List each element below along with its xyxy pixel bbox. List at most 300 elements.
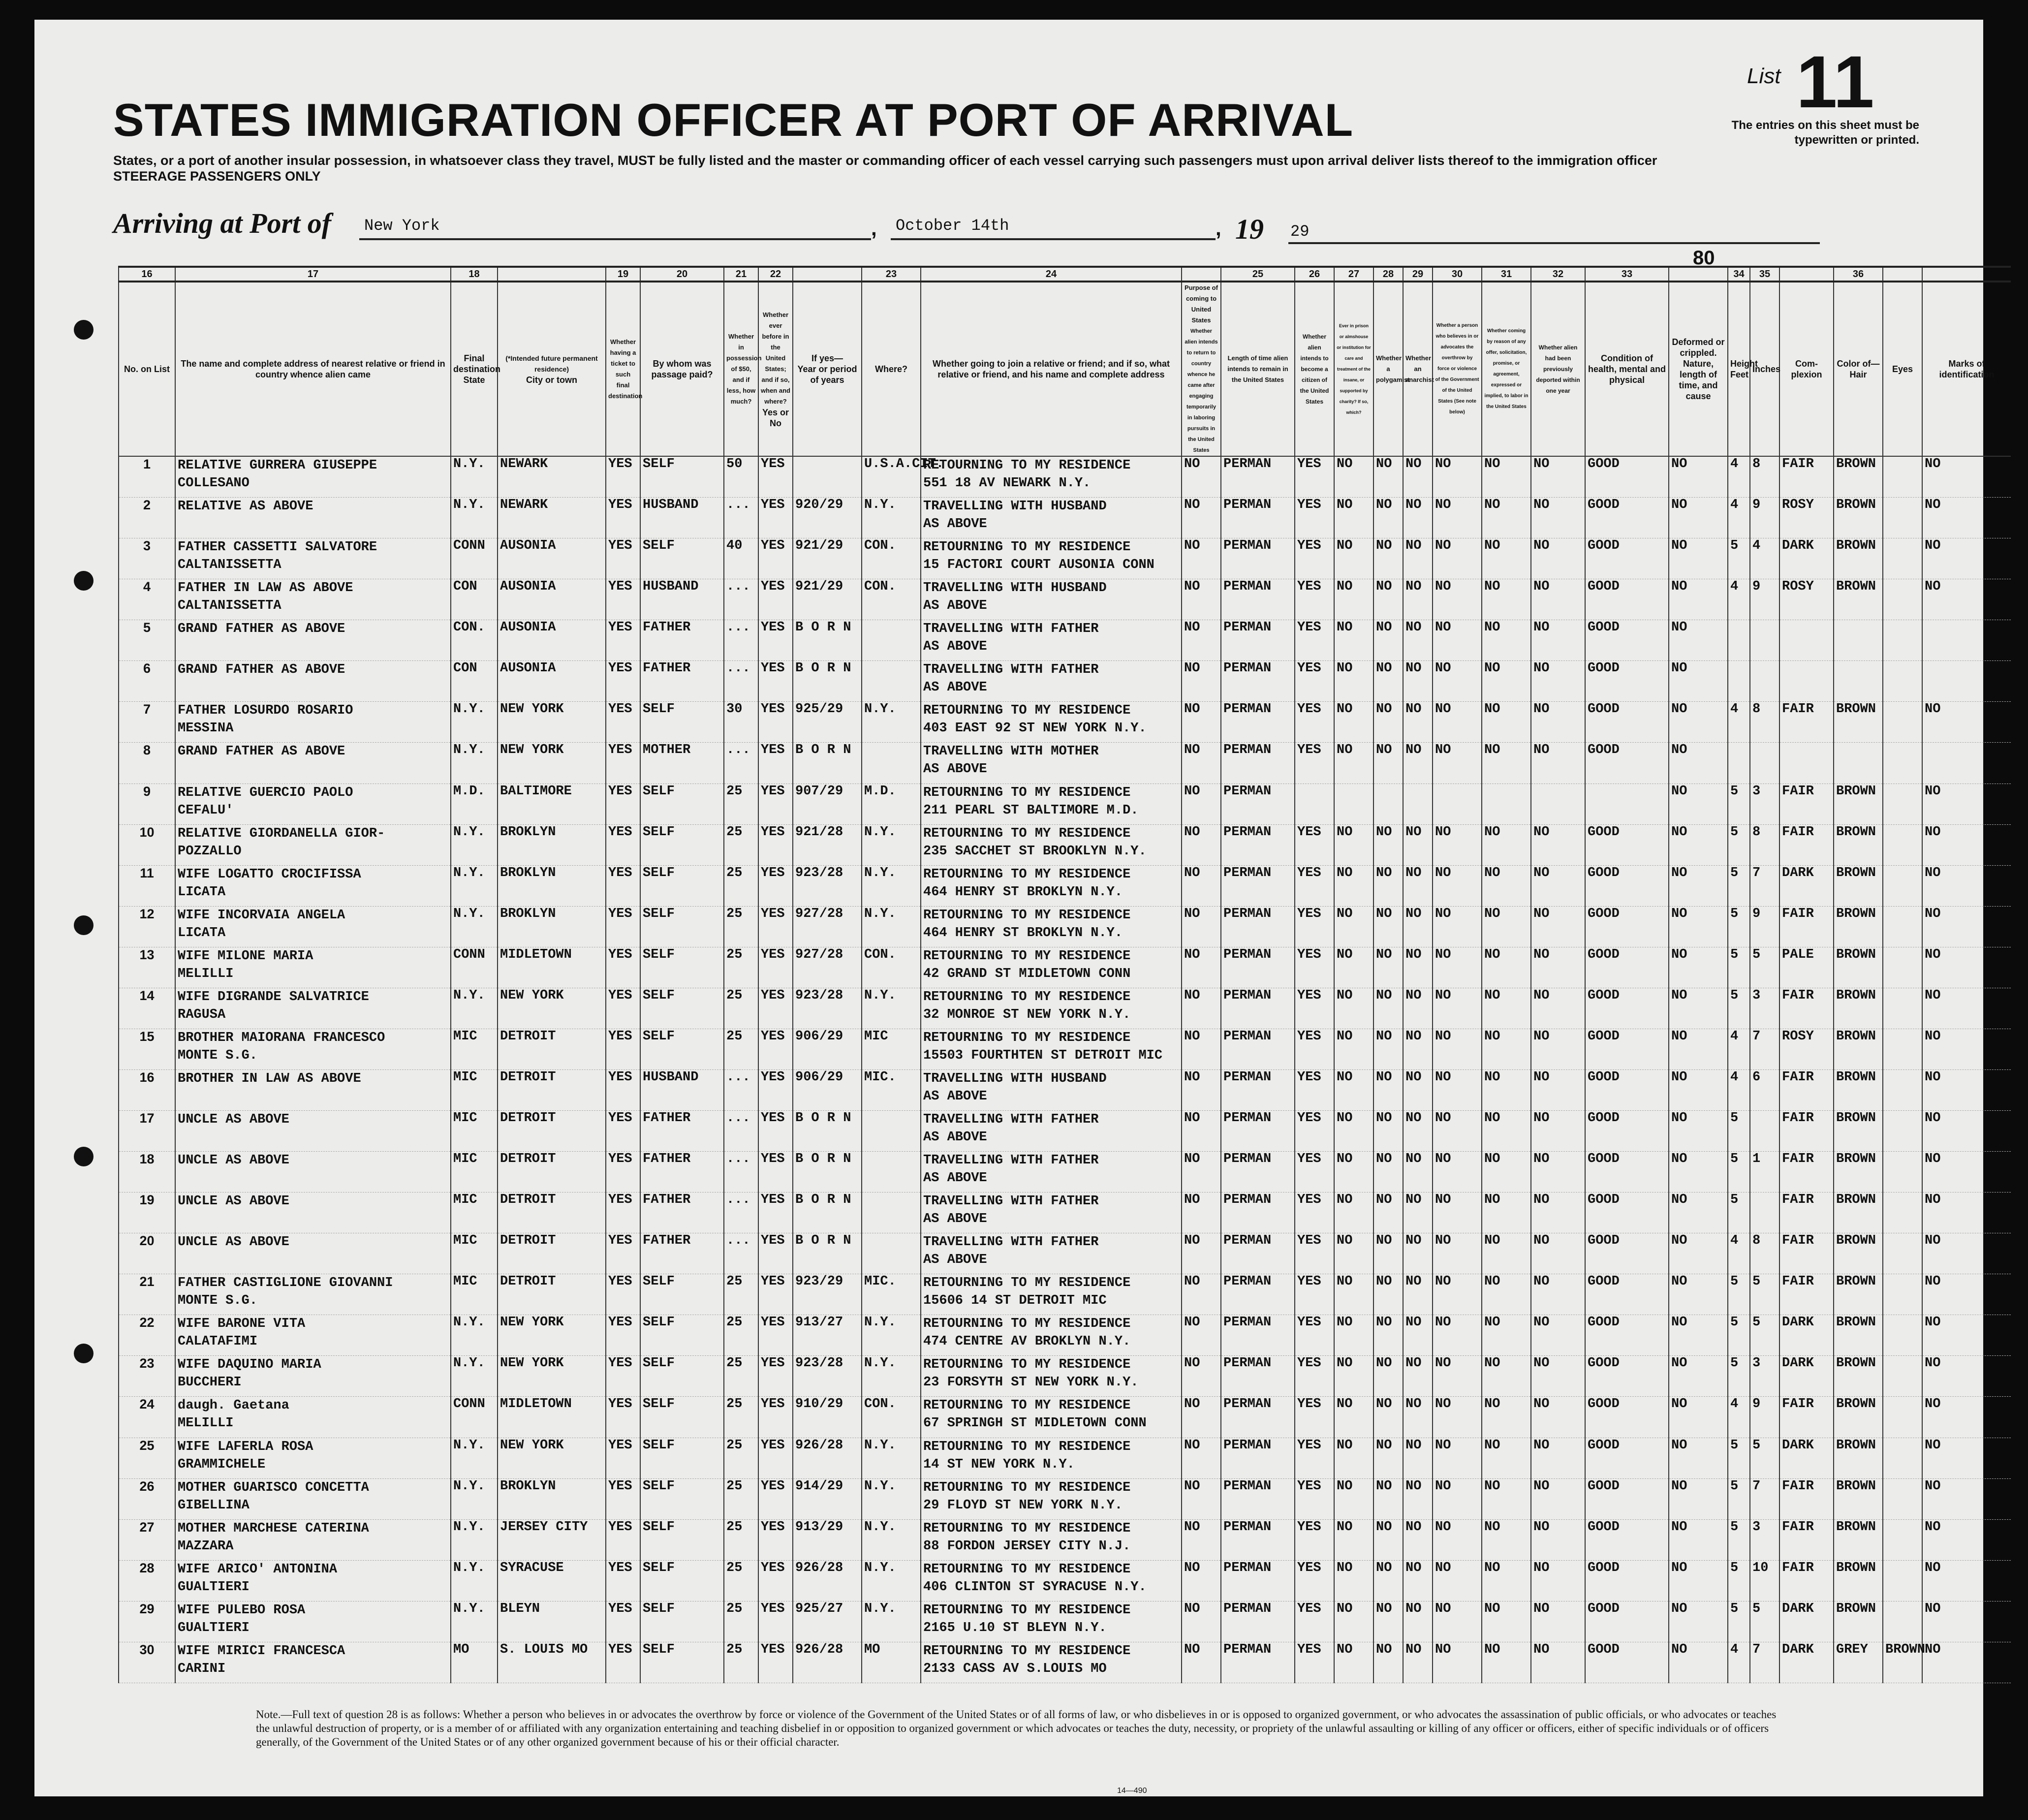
cell-where xyxy=(862,743,921,784)
cell-deformed: NO xyxy=(1669,1519,1728,1560)
cell-hair: BROWN xyxy=(1834,947,1883,988)
cell-marks: NO xyxy=(1922,702,2011,743)
cell-hair xyxy=(1834,661,1883,702)
cell-city: DETROIT xyxy=(498,1274,606,1315)
cell-before: YES xyxy=(758,1274,793,1315)
cell-c27: NO xyxy=(1403,498,1433,538)
cell-c30: NO xyxy=(1531,702,1585,743)
cell-c29: NO xyxy=(1482,1069,1531,1110)
cell-join xyxy=(921,579,1182,620)
header-c30: Whether alien had been previously deported within one year xyxy=(1531,282,1585,456)
cell-relative xyxy=(175,743,451,784)
cell-join xyxy=(921,1519,1182,1560)
cell-feet: 5 xyxy=(1728,784,1750,824)
cell-no: 22 xyxy=(119,1315,175,1356)
cell-p3: YES xyxy=(1295,743,1334,784)
cell-inches: 3 xyxy=(1750,784,1779,824)
cell-inches: 8 xyxy=(1750,824,1779,865)
cell-ticket: YES xyxy=(606,865,640,906)
cell-relative-line: WIFE INCORVAIA ANGELA xyxy=(178,908,345,923)
cell-p1: NO xyxy=(1182,538,1221,579)
cell-no: 12 xyxy=(119,906,175,947)
cell-state: M.D. xyxy=(451,784,498,824)
cell-paid: SELF xyxy=(640,784,724,824)
cell-city: JERSEY CITY xyxy=(498,1519,606,1560)
cell-hair: BROWN xyxy=(1834,1111,1883,1152)
cell-ticket: YES xyxy=(606,1642,640,1683)
cell-c25: NO xyxy=(1334,947,1373,988)
cell-where: N.Y. xyxy=(862,1560,921,1601)
cell-health: GOOD xyxy=(1585,1069,1669,1110)
cell-join-line: TRAVELLING WITH FATHER xyxy=(923,1153,1099,1168)
cell-p3: YES xyxy=(1295,947,1334,988)
cell-marks: NO xyxy=(1922,1315,2011,1356)
cell-relative xyxy=(175,988,451,1029)
cell-health: GOOD xyxy=(1585,988,1669,1029)
cell-c28: NO xyxy=(1433,1111,1482,1152)
cell-state: N.Y. xyxy=(451,498,498,538)
cell-marks: NO xyxy=(1922,906,2011,947)
cell-c28: NO xyxy=(1433,1233,1482,1274)
cell-relative-line: RELATIVE GURRERA GIUSEPPE xyxy=(178,458,377,473)
cell-join-line: RETOURNING TO MY RESIDENCE xyxy=(923,948,1131,964)
table-row xyxy=(119,1233,2011,1274)
cell-c28: NO xyxy=(1433,947,1482,988)
cell-eyes xyxy=(1883,1519,1922,1560)
cell-c30: NO xyxy=(1531,1069,1585,1110)
cell-c30: NO xyxy=(1531,1438,1585,1478)
cell-inches: 9 xyxy=(1750,1397,1779,1438)
cell-p3: YES xyxy=(1295,1519,1334,1560)
cell-eyes xyxy=(1883,1397,1922,1438)
cell-c27: NO xyxy=(1403,1397,1433,1438)
cell-relative xyxy=(175,1315,451,1356)
cell-state: N.Y. xyxy=(451,456,498,498)
cell-period: 920/29 xyxy=(793,498,862,538)
cell-marks: NO xyxy=(1922,865,2011,906)
cell-marks: NO xyxy=(1922,1642,2011,1683)
cell-p3: YES xyxy=(1295,1233,1334,1274)
cell-p3: YES xyxy=(1295,1601,1334,1642)
cell-ticket: YES xyxy=(606,498,640,538)
cell-where: MIC. xyxy=(862,1274,921,1315)
cell-feet: 4 xyxy=(1728,498,1750,538)
column-number xyxy=(1922,267,2011,282)
cell-c25: NO xyxy=(1334,1152,1373,1192)
cell-c30: NO xyxy=(1531,1478,1585,1519)
cell-city: NEWARK xyxy=(498,456,606,498)
cell-where: CON. xyxy=(862,538,921,579)
cell-c28: NO xyxy=(1433,1519,1482,1560)
cell-state: N.Y. xyxy=(451,1315,498,1356)
cell-c30: NO xyxy=(1531,579,1585,620)
table-row xyxy=(119,1152,2011,1192)
cell-p2: PERMAN xyxy=(1221,1233,1295,1274)
cell-where xyxy=(862,620,921,661)
cell-period: 926/28 xyxy=(793,1438,862,1478)
cell-before: YES xyxy=(758,1111,793,1152)
cell-state: N.Y. xyxy=(451,743,498,784)
cell-complexion: DARK xyxy=(1779,538,1834,579)
cell-complexion: FAIR xyxy=(1779,702,1834,743)
cell-c25: NO xyxy=(1334,865,1373,906)
cell-join-line: 29 FLOYD ST NEW YORK N.Y. xyxy=(923,1498,1123,1513)
cell-period: 913/29 xyxy=(793,1519,862,1560)
cell-p2: PERMAN xyxy=(1221,947,1295,988)
cell-c27: NO xyxy=(1403,1519,1433,1560)
cell-marks: NO xyxy=(1922,1069,2011,1110)
cell-period: 926/28 xyxy=(793,1642,862,1683)
cell-c28: NO xyxy=(1433,824,1482,865)
cell-inches: 6 xyxy=(1750,1069,1779,1110)
cell-relative xyxy=(175,1478,451,1519)
cell-inches: 5 xyxy=(1750,1315,1779,1356)
cell-money: ... xyxy=(724,620,758,661)
cell-eyes xyxy=(1883,784,1922,824)
table-row xyxy=(119,743,2011,784)
cell-no: 10 xyxy=(119,824,175,865)
cell-join-line: RETOURNING TO MY RESIDENCE xyxy=(923,1439,1131,1454)
cell-feet xyxy=(1728,661,1750,702)
cell-health: GOOD xyxy=(1585,947,1669,988)
comma-separator: , xyxy=(871,217,877,240)
cell-c27: NO xyxy=(1403,1478,1433,1519)
cell-health: GOOD xyxy=(1585,1029,1669,1069)
header-p1-label: Whether alien intends to return to country whence he came after engaging temporarily in laboring pursuits in the United States xyxy=(1185,328,1218,453)
header-c29: Whether coming by reason of any offer, solicitation, promise, or agreement, expressed or implied, to labor in the United States xyxy=(1482,282,1531,456)
cell-state: N.Y. xyxy=(451,1438,498,1478)
cell-relative-line: CALTANISSETTA xyxy=(178,558,281,573)
cell-feet: 4 xyxy=(1728,1397,1750,1438)
cell-money: 30 xyxy=(724,702,758,743)
cell-join-line: RETOURNING TO MY RESIDENCE xyxy=(923,1521,1131,1536)
cell-c26: NO xyxy=(1373,1356,1403,1397)
cell-where: N.Y. xyxy=(862,824,921,865)
cell-c30: NO xyxy=(1531,947,1585,988)
cell-join-line: RETOURNING TO MY RESIDENCE xyxy=(923,1480,1131,1495)
cell-period: B O R N xyxy=(793,1192,862,1233)
cell-before: YES xyxy=(758,1642,793,1683)
cell-c25: NO xyxy=(1334,1642,1373,1683)
cell-hair: BROWN xyxy=(1834,456,1883,498)
cell-no: 6 xyxy=(119,661,175,702)
cell-marks: NO xyxy=(1922,498,2011,538)
cell-join xyxy=(921,538,1182,579)
cell-p2: PERMAN xyxy=(1221,579,1295,620)
cell-c28: NO xyxy=(1433,1274,1482,1315)
cell-join xyxy=(921,1152,1182,1192)
manifest-rows xyxy=(119,456,2011,1683)
cell-no: 29 xyxy=(119,1601,175,1642)
cell-before: YES xyxy=(758,579,793,620)
cell-complexion: FAIR xyxy=(1779,1397,1834,1438)
cell-eyes xyxy=(1883,1233,1922,1274)
cell-join-line: 14 ST NEW YORK N.Y. xyxy=(923,1457,1075,1472)
cell-p3: YES xyxy=(1295,538,1334,579)
cell-join-line: 211 PEARL ST BALTIMORE M.D. xyxy=(923,803,1139,818)
cell-feet: 5 xyxy=(1728,1438,1750,1478)
cell-complexion: FAIR xyxy=(1779,1111,1834,1152)
header-color: Color of— xyxy=(1837,359,1880,369)
cell-paid: SELF xyxy=(640,947,724,988)
cell-inches xyxy=(1750,661,1779,702)
cell-c30: NO xyxy=(1531,1315,1585,1356)
cell-health: GOOD xyxy=(1585,1519,1669,1560)
cell-paid: SELF xyxy=(640,906,724,947)
cell-relative xyxy=(175,1601,451,1642)
cell-city: DETROIT xyxy=(498,1111,606,1152)
cell-no: 17 xyxy=(119,1111,175,1152)
cell-health: GOOD xyxy=(1585,1356,1669,1397)
cell-complexion: ROSY xyxy=(1779,1029,1834,1069)
cell-relative-line: WIFE BARONE VITA xyxy=(178,1317,306,1332)
cell-c25: NO xyxy=(1334,1233,1373,1274)
cell-where: M.D. xyxy=(862,784,921,824)
cell-no: 26 xyxy=(119,1478,175,1519)
cell-c29: NO xyxy=(1482,702,1531,743)
cell-health: GOOD xyxy=(1585,620,1669,661)
cell-complexion: ROSY xyxy=(1779,579,1834,620)
cell-period: 910/29 xyxy=(793,1397,862,1438)
cell-inches: 9 xyxy=(1750,906,1779,947)
cell-c30: NO xyxy=(1531,1274,1585,1315)
cell-complexion: FAIR xyxy=(1779,906,1834,947)
cell-city: BROKLYN xyxy=(498,865,606,906)
cell-paid: FATHER xyxy=(640,1152,724,1192)
cell-p3: YES xyxy=(1295,1274,1334,1315)
cell-feet: 5 xyxy=(1728,865,1750,906)
cell-paid: HUSBAND xyxy=(640,1069,724,1110)
port-value: New York xyxy=(359,217,871,240)
column-number: 16 xyxy=(119,267,175,282)
cell-before: YES xyxy=(758,620,793,661)
cell-before: YES xyxy=(758,947,793,988)
header-period xyxy=(793,282,862,456)
cell-relative-line: MOTHER MARCHESE CATERINA xyxy=(178,1521,369,1536)
year-prefix: 19 xyxy=(1235,213,1264,245)
cell-relative-line: GRAND FATHER AS ABOVE xyxy=(178,662,345,678)
cell-deformed: NO xyxy=(1669,1601,1728,1642)
cell-feet: 5 xyxy=(1728,988,1750,1029)
cell-no: 1 xyxy=(119,456,175,498)
cell-state: N.Y. xyxy=(451,1478,498,1519)
cell-p1: NO xyxy=(1182,1356,1221,1397)
cell-c29: NO xyxy=(1482,865,1531,906)
cell-p3: YES xyxy=(1295,1478,1334,1519)
cell-deformed: NO xyxy=(1669,784,1728,824)
arriving-label: Arriving at Port of xyxy=(113,207,332,239)
cell-where: N.Y. xyxy=(862,1315,921,1356)
cell-period: 921/28 xyxy=(793,824,862,865)
cell-c26: NO xyxy=(1373,1233,1403,1274)
cell-c28: NO xyxy=(1433,1438,1482,1478)
cell-city: BALTIMORE xyxy=(498,784,606,824)
cell-paid: SELF xyxy=(640,1560,724,1601)
cell-complexion: FAIR xyxy=(1779,824,1834,865)
cell-ticket: YES xyxy=(606,702,640,743)
cell-hair: BROWN xyxy=(1834,906,1883,947)
cell-eyes xyxy=(1883,906,1922,947)
cell-eyes xyxy=(1883,865,1922,906)
cell-relative-line: LICATA xyxy=(178,925,226,941)
cell-paid: FATHER xyxy=(640,1233,724,1274)
cell-c28: NO xyxy=(1433,1642,1482,1683)
cell-money: 25 xyxy=(724,1315,758,1356)
header-yes-no-label: Yes or No xyxy=(762,408,789,428)
table-row xyxy=(119,1069,2011,1110)
table-row xyxy=(119,1315,2011,1356)
cell-money: ... xyxy=(724,743,758,784)
cell-period: 926/28 xyxy=(793,1560,862,1601)
cell-c29: NO xyxy=(1482,1438,1531,1478)
cell-c26: NO xyxy=(1373,579,1403,620)
header-height: Height xyxy=(1730,359,1758,369)
cell-c29: NO xyxy=(1482,743,1531,784)
cell-before: YES xyxy=(758,1069,793,1110)
cell-c27: NO xyxy=(1403,824,1433,865)
cell-state: MIC xyxy=(451,1274,498,1315)
cell-marks: NO xyxy=(1922,1438,2011,1478)
cell-relative-line: LICATA xyxy=(178,884,226,900)
cell-period: 921/29 xyxy=(793,538,862,579)
cell-where: CON. xyxy=(862,947,921,988)
cell-deformed: NO xyxy=(1669,620,1728,661)
cell-eyes xyxy=(1883,498,1922,538)
column-number: 17 xyxy=(175,267,451,282)
header-final-destination: Final destination xyxy=(453,353,501,374)
cell-health: GOOD xyxy=(1585,1233,1669,1274)
cell-join-line: 88 FORDON JERSEY CITY N.J. xyxy=(923,1538,1131,1554)
cell-join-line: RETOURNING TO MY RESIDENCE xyxy=(923,867,1131,882)
cell-p1: NO xyxy=(1182,661,1221,702)
cell-no: 25 xyxy=(119,1438,175,1478)
cell-relative-line: MELILLI xyxy=(178,1416,234,1431)
cell-state: MIC xyxy=(451,1152,498,1192)
cell-relative xyxy=(175,498,451,538)
cell-relative-line: UNCLE AS ABOVE xyxy=(178,1194,289,1209)
cell-complexion: FAIR xyxy=(1779,1152,1834,1192)
cell-complexion: FAIR xyxy=(1779,784,1834,824)
header-relative: The name and complete address of nearest relative or friend in country whence alien came xyxy=(175,282,451,456)
cell-c25: NO xyxy=(1334,1029,1373,1069)
cell-join-line: RETOURNING TO MY RESIDENCE xyxy=(923,540,1131,555)
cell-hair: BROWN xyxy=(1834,1560,1883,1601)
cell-inches xyxy=(1750,1111,1779,1152)
cell-hair: BROWN xyxy=(1834,1192,1883,1233)
cell-relative xyxy=(175,620,451,661)
cell-before: YES xyxy=(758,784,793,824)
cell-paid: SELF xyxy=(640,1519,724,1560)
cell-paid: SELF xyxy=(640,988,724,1029)
cell-relative xyxy=(175,1111,451,1152)
cell-deformed: NO xyxy=(1669,579,1728,620)
cell-c26 xyxy=(1373,784,1403,824)
cell-period: 921/29 xyxy=(793,579,862,620)
cell-c28: NO xyxy=(1433,1152,1482,1192)
cell-health: GOOD xyxy=(1585,1315,1669,1356)
cell-p3: YES xyxy=(1295,661,1334,702)
cell-c26: NO xyxy=(1373,1601,1403,1642)
cell-join-line: TRAVELLING WITH FATHER xyxy=(923,622,1099,637)
table-row xyxy=(119,1397,2011,1438)
cell-ticket: YES xyxy=(606,1356,640,1397)
cell-health: GOOD xyxy=(1585,456,1669,498)
cell-relative-line: CALATAFIMI xyxy=(178,1334,258,1349)
header-state xyxy=(451,282,501,456)
cell-deformed: NO xyxy=(1669,1274,1728,1315)
cell-money: ... xyxy=(724,579,758,620)
cell-city: DETROIT xyxy=(498,1233,606,1274)
cell-deformed: NO xyxy=(1669,1642,1728,1683)
cell-p1: NO xyxy=(1182,988,1221,1029)
cell-inches: 4 xyxy=(1750,538,1779,579)
cell-c28 xyxy=(1433,784,1482,824)
header-yes-no xyxy=(758,282,793,456)
cell-paid: SELF xyxy=(640,1356,724,1397)
table-row xyxy=(119,702,2011,743)
cell-relative xyxy=(175,784,451,824)
cell-c29: NO xyxy=(1482,1315,1531,1356)
cell-city: DETROIT xyxy=(498,1152,606,1192)
cell-relative-line: RELATIVE GIORDANELLA GIOR- xyxy=(178,826,385,841)
cell-health: GOOD xyxy=(1585,1274,1669,1315)
cell-relative xyxy=(175,1274,451,1315)
cell-c30: NO xyxy=(1531,1356,1585,1397)
cell-eyes xyxy=(1883,456,1922,498)
cell-p2: PERMAN xyxy=(1221,1397,1295,1438)
cell-city: NEW YORK xyxy=(498,702,606,743)
cell-c30: NO xyxy=(1531,456,1585,498)
header-paid: By whom was passage paid? xyxy=(640,282,724,456)
cell-before: YES xyxy=(758,988,793,1029)
cell-join-line: RETOURNING TO MY RESIDENCE xyxy=(923,1562,1131,1577)
cell-no: 16 xyxy=(119,1069,175,1110)
cell-feet: 4 xyxy=(1728,1642,1750,1683)
cell-where: N.Y. xyxy=(862,1478,921,1519)
cell-inches: 9 xyxy=(1750,498,1779,538)
cell-relative-line: MOTHER GUARISCO CONCETTA xyxy=(178,1480,369,1495)
cell-c27: NO xyxy=(1403,1642,1433,1683)
header-eyes: Eyes xyxy=(1883,282,1922,456)
cell-city: S. LOUIS MO xyxy=(498,1642,606,1683)
cell-c28: NO xyxy=(1433,1069,1482,1110)
cell-ticket: YES xyxy=(606,579,640,620)
cell-state: MIC xyxy=(451,1192,498,1233)
column-number: 20 xyxy=(640,267,724,282)
cell-join xyxy=(921,1601,1182,1642)
header-if-yes: If yes— xyxy=(811,353,843,363)
cell-ticket: YES xyxy=(606,1152,640,1192)
footnote: Note.—Full text of question 28 is as follows: Whether a person who believes in or advocates the overthrow by force or violence of the Government of the United States or of all forms of law, or who disbelieves in or is opposed to organized government, or who advocates the assassination of public officials, or who advocates or teaches the unlawful destruction of property, or is a member of or affiliated with any organization entertaining and teaching disbelief in or opposition to organized government or which advocates or teaches the duty, necessity, or propriety of the unlawful assaulting or killing of any officer or officers, either of specific individuals or of officers generally, of the Government of the United States or of any other organized government because of his or their official character. xyxy=(256,1708,1777,1748)
cell-c26: NO xyxy=(1373,1642,1403,1683)
cell-money: 25 xyxy=(724,906,758,947)
form-code: 14—490 xyxy=(1117,1787,1147,1795)
cell-marks: NO xyxy=(1922,1029,2011,1069)
cell-marks: NO xyxy=(1922,538,2011,579)
cell-hair: BROWN xyxy=(1834,1315,1883,1356)
header-fd-note: (*Intended future permanent residence) xyxy=(505,354,598,373)
cell-c29: NO xyxy=(1482,579,1531,620)
cell-relative-line: WIFE ARICO' ANTONINA xyxy=(178,1562,338,1577)
cell-state: N.Y. xyxy=(451,1601,498,1642)
cell-deformed: NO xyxy=(1669,456,1728,498)
cell-relative-line: CALTANISSETTA xyxy=(178,598,281,614)
cell-c29: NO xyxy=(1482,988,1531,1029)
cell-complexion: FAIR xyxy=(1779,1478,1834,1519)
cell-p1: NO xyxy=(1182,824,1221,865)
cell-where xyxy=(862,661,921,702)
cell-p2: PERMAN xyxy=(1221,661,1295,702)
